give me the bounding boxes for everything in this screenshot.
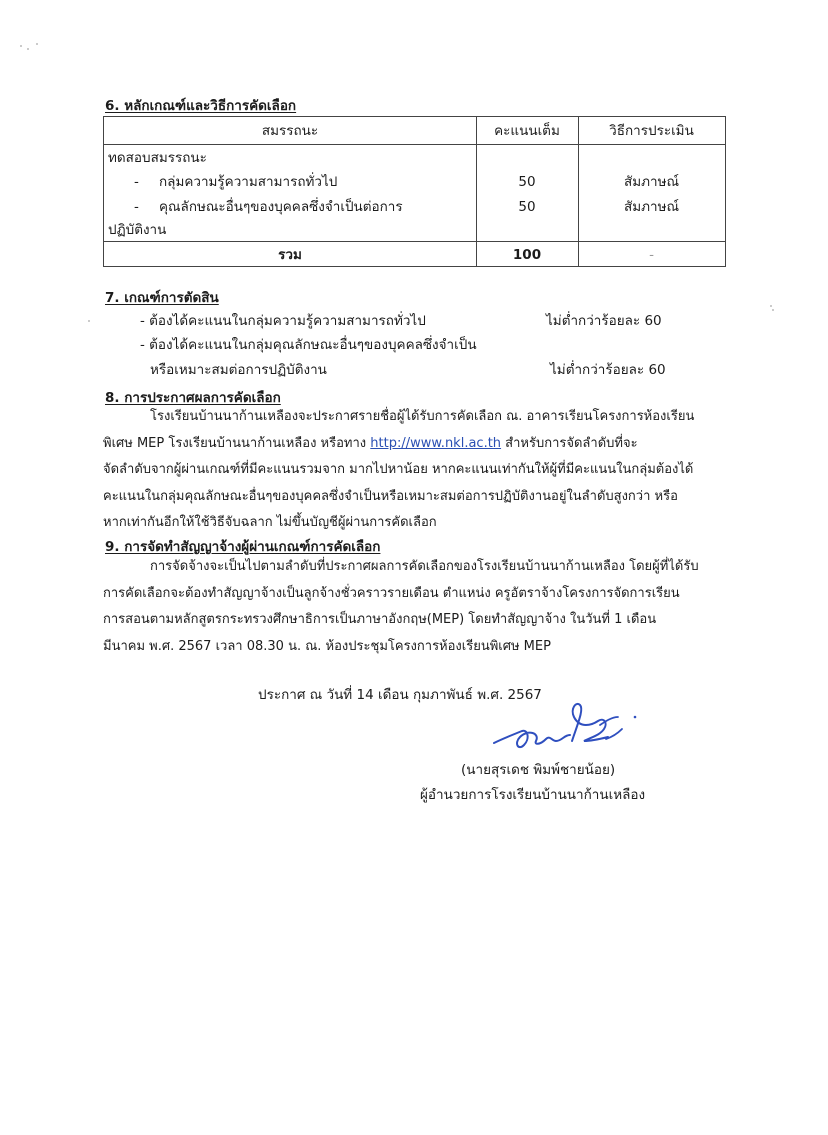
criterion-2-text-continued: หรือเหมาะสมต่อการปฏิบัติงาน — [150, 362, 327, 378]
row-label-continued: ปฏิบัติงาน — [108, 222, 167, 238]
announcement-date: ประกาศ ณ วันที่ 14 เดือน กุมภาพันธ์ พ.ศ. 2567 — [258, 687, 542, 703]
row-label: คุณลักษณะอื่นๆของบุคคลซึ่งจำเป็นต่อการ — [159, 199, 403, 215]
criterion-2-threshold: ไม่ต่ำกว่าร้อยละ 60 — [550, 362, 666, 378]
signer-title: ผู้อำนวยการโรงเรียนบ้านนาก้านเหลือง — [420, 787, 646, 803]
row-dash: - — [134, 174, 139, 190]
section-6-heading: 6. หลักเกณฑ์และวิธีการคัดเลือก — [105, 98, 297, 114]
table-group-title: ทดสอบสมรรถนะ — [108, 150, 207, 166]
section-8-body — [103, 404, 727, 537]
body-line: หากเท่ากันอีกให้ใช้วิธีจับฉลาก ไม่ขึ้นบัญชีผู้ผ่านการคัดเลือก — [103, 515, 437, 530]
total-label: รวม — [278, 247, 302, 263]
row-score: 50 — [518, 174, 536, 190]
signature-image — [488, 695, 638, 765]
row-dash: - — [134, 199, 139, 215]
total-method: - — [649, 247, 654, 263]
row-label: กลุ่มความรู้ความสามารถทั่วไป — [159, 174, 338, 190]
criteria-table — [103, 116, 726, 267]
body-line: โรงเรียนบ้านนาก้านเหลืองจะประกาศรายชื่อผู้ได้รับการคัดเลือก ณ. อาคารเรียนโครงการห้องเรียน — [150, 409, 695, 424]
table-header-competency: สมรรถนะ — [261, 123, 319, 139]
row-method: สัมภาษณ์ — [623, 199, 680, 215]
row-score: 50 — [518, 199, 536, 215]
body-text: สำหรับการจัดลำดับที่จะ — [501, 435, 638, 451]
section-8-heading: 8. การประกาศผลการคัดเลือก — [105, 390, 281, 406]
body-text: พิเศษ MEP โรงเรียนบ้านนาก้านเหลือง หรือทาง — [103, 435, 371, 451]
total-score: 100 — [512, 247, 542, 263]
criterion-1-threshold: ไม่ต่ำกว่าร้อยละ 60 — [546, 313, 662, 329]
table-header-method: วิธีการประเมิน — [609, 123, 694, 139]
table-header-full-score: คะแนนเต็ม — [494, 123, 560, 139]
body-line: การสอนตามหลักสูตรกระทรวงศึกษาธิการเป็นภาษาอังกฤษ(MEP) โดยทำสัญญาจ้าง ในวันที่ 1 เดือน — [103, 612, 657, 627]
body-line: มีนาคม พ.ศ. 2567 เวลา 08.30 น. ณ. ห้องประชุมโครงการห้องเรียนพิเศษ MEP — [103, 638, 551, 654]
section-7-heading: 7. เกณฑ์การตัดสิน — [105, 290, 219, 306]
body-line — [103, 431, 727, 458]
body-line: คะแนนในกลุ่มคุณลักษณะอื่นๆของบุคคลซึ่งจำเป็นหรือเหมาะสมต่อการปฏิบัติงานอยู่ในลำดับสูงกว่า หรือ — [103, 488, 678, 504]
body-line: การคัดเลือกจะต้องทำสัญญาจ้างเป็นลูกจ้างชั่วคราวรายเดือน ตำแหน่ง ครูอัตราจ้างโครงการจัดการเรียน — [103, 585, 680, 601]
section-9-heading: 9. การจัดทำสัญญาจ้างผู้ผ่านเกณฑ์การคัดเลือก — [105, 539, 381, 555]
criterion-1-text: - ต้องได้คะแนนในกลุ่มความรู้ความสามารถทั่วไป — [140, 313, 426, 329]
signer-name: (นายสุรเดช พิมพ์ชายน้อย) — [461, 762, 616, 778]
criterion-2-text: - ต้องได้คะแนนในกลุ่มคุณลักษณะอื่นๆของบุคคลซึ่งจำเป็น — [140, 337, 477, 353]
section-9-body — [103, 554, 727, 660]
row-method: สัมภาษณ์ — [623, 174, 680, 190]
school-website-link[interactable]: http://www.nkl.ac.th — [370, 435, 502, 451]
body-line: จัดลำดับจากผู้ผ่านเกณฑ์ที่มีคะแนนรวมจาก มากไปหาน้อย หากคะแนนเท่ากันให้ผู้ที่มีคะแนนในกลุ่มต้องได้ — [103, 462, 694, 477]
body-line: การจัดจ้างจะเป็นไปตามลำดับที่ประกาศผลการคัดเลือกของโรงเรียนบ้านนาก้านเหลือง โดยผู้ที่ได้รับ — [150, 559, 699, 574]
